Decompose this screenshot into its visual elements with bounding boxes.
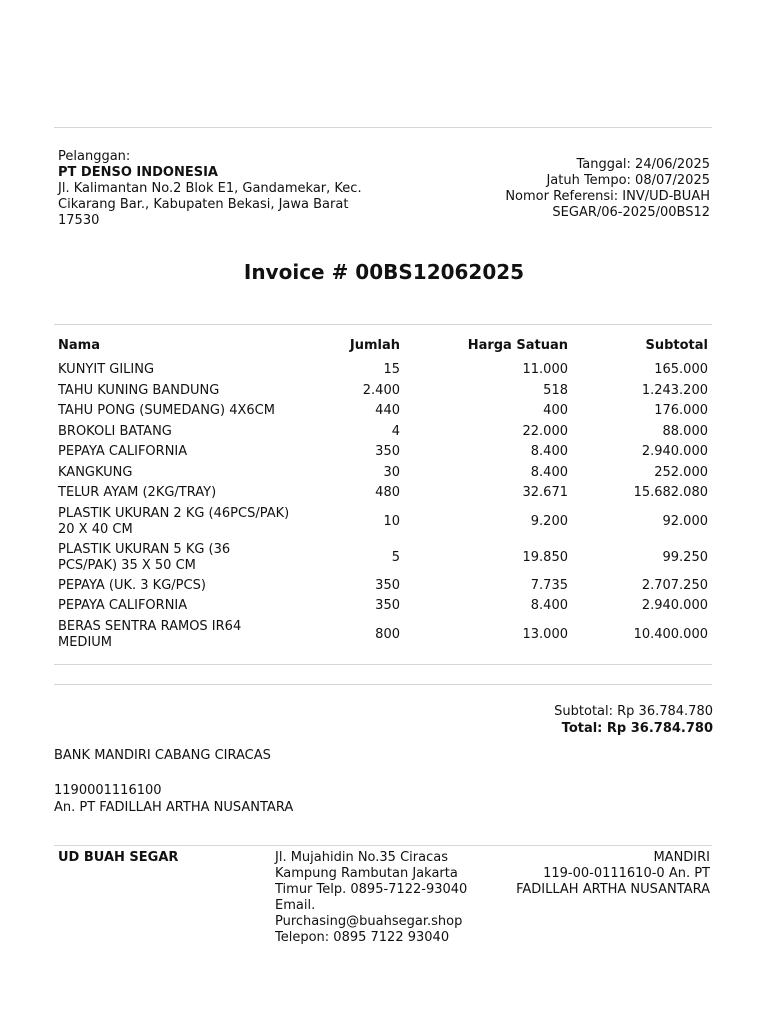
customer-address-line: 17530 [58,213,100,228]
table-top-divider [54,324,712,325]
item-subtotal: 176.000 [654,403,708,419]
item-subtotal: 252.000 [654,464,708,480]
item-name-line: 20 X 40 CM [58,521,133,537]
item-qty: 2.400 [362,382,400,398]
item-qty: 800 [375,626,400,642]
footer-address-line: Timur Telp. 0895-7122-93040 [275,882,468,897]
item-price: 32.671 [522,485,568,501]
item-name: PEPAYA CALIFORNIA [58,444,188,460]
item-name-line: PLASTIK UKURAN 5 KG (36 [58,541,231,557]
item-name [54,617,298,653]
table-row [54,401,712,422]
customer-label: Pelanggan: [58,149,131,164]
footer-bank-line: FADILLAH ARTHA NUSANTARA [516,882,710,897]
items-table [54,332,712,653]
item-name-line: BERAS SENTRA RAMOS IR64 [58,618,242,634]
table-bottom-divider [54,664,712,665]
footer-company-name: UD BUAH SEGAR [58,850,179,865]
invoice-reference: Nomor Referensi: INV/UD-BUAH [505,189,710,204]
invoice-meta [450,157,710,221]
item-name: KUNYIT GILING [58,362,155,378]
customer-block [58,149,368,229]
item-qty: 15 [383,362,400,378]
item-price: 7.735 [530,577,568,593]
customer-address-line: Jl. Kalimantan No.2 Blok E1, Gandamekar, Kec. [58,181,362,196]
column-header-qty: Jumlah [349,337,400,353]
totals-block [413,703,713,737]
footer-bank-line: MANDIRI [653,850,710,865]
bank-info-spacer [54,764,454,782]
item-price: 8.400 [530,444,568,460]
footer-bank-line: 119-00-0111610-0 An. PT [543,866,710,881]
column-header-subtotal: Subtotal [645,337,708,353]
table-row [54,504,712,540]
item-qty: 10 [383,513,400,529]
footer-divider-left [54,845,264,846]
item-subtotal: 99.250 [662,549,708,565]
item-name: BROKOLI BATANG [58,423,172,439]
item-subtotal: 2.940.000 [641,598,708,614]
item-subtotal: 88.000 [662,423,708,439]
item-name-line: PLASTIK UKURAN 2 KG (46PCS/PAK) [58,505,290,521]
table-row [54,463,712,484]
invoice-due-date: Jatuh Tempo: 08/07/2025 [546,173,710,188]
table-row [54,596,712,617]
item-subtotal: 10.400.000 [633,626,708,642]
item-price: 8.400 [530,598,568,614]
item-price: 400 [543,403,568,419]
footer-address-line: Kampung Rambutan Jakarta [275,866,458,881]
item-subtotal: 2.707.250 [641,577,708,593]
footer-bank [500,850,710,898]
table-row [54,576,712,597]
item-name [54,504,298,540]
item-name: TAHU PONG (SUMEDANG) 4X6CM [58,403,275,419]
item-name-line: PCS/PAK) 35 X 50 CM [58,557,196,573]
item-price: 8.400 [530,464,568,480]
item-price: 19.850 [522,549,568,565]
footer-phone: Telepon: 0895 7122 93040 [275,930,450,945]
footer-address [275,850,485,946]
item-subtotal: 165.000 [654,362,708,378]
item-price: 9.200 [530,513,568,529]
bank-name: BANK MANDIRI CABANG CIRACAS [54,748,271,763]
grand-total-amount: Total: Rp 36.784.780 [561,721,713,736]
item-name [54,540,298,576]
item-qty: 350 [375,577,400,593]
item-name: TAHU KUNING BANDUNG [58,382,220,398]
footer-address-line: Email. [275,898,316,913]
footer-divider-right [264,845,712,846]
item-name: TELUR AYAM (2KG/TRAY) [58,485,217,501]
item-qty: 480 [375,485,400,501]
invoice-title: Invoice # 00BS12062025 [243,260,525,284]
column-header-name: Nama [58,337,100,353]
table-row [54,442,712,463]
totals-divider [54,684,712,685]
table-header-row [54,332,712,358]
customer-address-line: Cikarang Bar., Kabupaten Bekasi, Jawa Barat [58,197,349,212]
item-subtotal: 92.000 [662,513,708,529]
item-name: PEPAYA CALIFORNIA [58,598,188,614]
item-price: 518 [543,382,568,398]
invoice-reference-cont: SEGAR/06-2025/00BS12 [552,205,710,220]
bank-account-number: 1190001116100 [54,783,162,798]
top-divider [54,127,712,128]
item-subtotal: 1.243.200 [641,382,708,398]
table-row [54,540,712,576]
item-price: 13.000 [522,626,568,642]
item-name: KANGKUNG [58,464,133,480]
item-price: 11.000 [522,362,568,378]
item-qty: 350 [375,598,400,614]
column-header-price: Harga Satuan [467,337,568,353]
item-name-line: MEDIUM [58,634,113,650]
invoice-date: Tanggal: 24/06/2025 [576,157,710,172]
table-row [54,617,712,653]
footer-address-line: Jl. Mujahidin No.35 Ciracas [275,850,448,865]
item-qty: 440 [375,403,400,419]
footer-email: Purchasing@buahsegar.shop [275,914,463,929]
table-row [54,483,712,504]
item-name: PEPAYA (UK. 3 KG/PCS) [58,577,206,593]
item-qty: 5 [391,549,400,565]
item-subtotal: 15.682.080 [633,485,708,501]
bank-info [54,747,454,816]
subtotal-amount: Subtotal: Rp 36.784.780 [554,704,713,719]
bank-account-holder: An. PT FADILLAH ARTHA NUSANTARA [54,800,294,815]
item-qty: 30 [383,464,400,480]
item-subtotal: 2.940.000 [641,444,708,460]
item-qty: 4 [391,423,400,439]
table-row [54,360,712,381]
item-qty: 350 [375,444,400,460]
table-row [54,381,712,402]
table-row [54,422,712,443]
customer-name: PT DENSO INDONESIA [58,165,218,180]
item-price: 22.000 [522,423,568,439]
